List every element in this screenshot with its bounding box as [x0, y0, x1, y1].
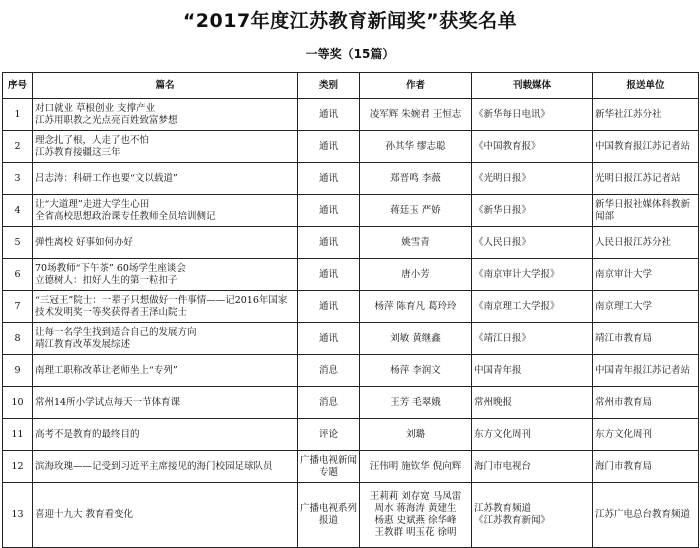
section-title: 一等奖（15篇）	[305, 47, 395, 61]
header-unit: 报送单位	[593, 73, 699, 99]
table-row	[3, 323, 699, 355]
cell-author: 姚雪青	[360, 227, 472, 259]
table-row	[3, 131, 699, 163]
cell-unit: 光明日报江苏记者站	[593, 163, 699, 195]
cell-unit: 海门市教育局	[593, 451, 699, 483]
cell-no: 4	[3, 195, 33, 227]
cell-title: 滨海玫瑰——记受到习近平主席接见的海门校园足球队员	[33, 451, 298, 483]
cell-no: 8	[3, 323, 33, 355]
cell-media: 《光明日报》	[472, 163, 593, 195]
table-row	[3, 99, 699, 131]
cell-unit: 南京理工大学	[593, 291, 699, 323]
cell-title: “三冠王”院士：一辈子只想做好一件事情——记2016年国家技术发明奖一等奖获得者王泽山院士	[33, 291, 298, 323]
cell-title: 70场教师“下午茶” 60场学生座谈会 立德树人：扣好人生的第一粒扣子	[33, 259, 298, 291]
cell-author: 蒋廷玉 严娇	[360, 195, 472, 227]
cell-author: 刘敏 黄继鑫	[360, 323, 472, 355]
cell-title: 对口就业 草根创业 支撑产业 江苏用职教之光点亮百姓致富梦想	[33, 99, 298, 131]
cell-media: 《南京审计大学报》	[472, 259, 593, 291]
cell-no: 3	[3, 163, 33, 195]
page-title: “2017年度江苏教育新闻奖”获奖名单	[182, 10, 518, 32]
cell-title: 理念扎了根，人走了也不怕 江苏教育接疆这三年	[33, 131, 298, 163]
cell-type: 通讯	[298, 99, 360, 131]
cell-unit: 江苏广电总台教育频道	[593, 483, 699, 548]
cell-no: 1	[3, 99, 33, 131]
cell-author: 王芳 毛翠娥	[360, 387, 472, 419]
cell-title: 吕志涛：科研工作也要“文以载道”	[33, 163, 298, 195]
cell-type: 通讯	[298, 291, 360, 323]
cell-type: 通讯	[298, 323, 360, 355]
cell-no: 5	[3, 227, 33, 259]
cell-title: 让每一名学生找到适合自己的发展方向 靖江教育改革发展综述	[33, 323, 298, 355]
cell-unit: 南京审计大学	[593, 259, 699, 291]
header-type: 类别	[298, 73, 360, 99]
cell-unit: 人民日报江苏分社	[593, 227, 699, 259]
cell-media: 《新华每日电讯》	[472, 99, 593, 131]
award-table	[2, 72, 699, 548]
cell-type: 消息	[298, 387, 360, 419]
cell-no: 2	[3, 131, 33, 163]
cell-media: 《靖江日报》	[472, 323, 593, 355]
cell-unit: 中国教育报江苏记者站	[593, 131, 699, 163]
cell-type: 通讯	[298, 131, 360, 163]
cell-media: 中国青年报	[472, 355, 593, 387]
header-title: 篇名	[33, 73, 298, 99]
cell-author: 凌军辉 朱婉君 王恒志	[360, 99, 472, 131]
cell-media: 《中国教育报》	[472, 131, 593, 163]
table-row	[3, 483, 699, 548]
cell-author: 郑晋鸣 李薇	[360, 163, 472, 195]
cell-no: 7	[3, 291, 33, 323]
cell-no: 10	[3, 387, 33, 419]
cell-no: 9	[3, 355, 33, 387]
table-row	[3, 227, 699, 259]
cell-media: 常州晚报	[472, 387, 593, 419]
cell-title: 弹性离校 好事如何办好	[33, 227, 298, 259]
cell-author: 汪伟明 施钦华 倪向辉	[360, 451, 472, 483]
cell-unit: 中国青年报江苏记者站	[593, 355, 699, 387]
cell-unit: 新华日报社媒体科教新闻部	[593, 195, 699, 227]
table-row	[3, 163, 699, 195]
cell-type: 评论	[298, 419, 360, 451]
cell-media: 《人民日报》	[472, 227, 593, 259]
cell-type: 消息	[298, 355, 360, 387]
cell-title: 常州14所小学试点每天一节体育课	[33, 387, 298, 419]
cell-type: 广播电视新闻专题	[298, 451, 360, 483]
cell-title: 喜迎十九大 教育看变化	[33, 483, 298, 548]
cell-author: 刘璐	[360, 419, 472, 451]
table-row	[3, 355, 699, 387]
header-row	[3, 73, 699, 99]
cell-media: 《新华日报》	[472, 195, 593, 227]
cell-unit: 新华社江苏分社	[593, 99, 699, 131]
header-media: 刊载媒体	[472, 73, 593, 99]
cell-media: 《南京理工大学报》	[472, 291, 593, 323]
cell-type: 通讯	[298, 195, 360, 227]
cell-author: 唐小芳	[360, 259, 472, 291]
cell-type: 通讯	[298, 163, 360, 195]
table-row	[3, 195, 699, 227]
cell-unit: 常州市教育局	[593, 387, 699, 419]
cell-no: 12	[3, 451, 33, 483]
cell-type: 广播电视系列报道	[298, 483, 360, 548]
cell-title: 让“大道理”走进大学生心田 全省高校思想政治课专任教师全员培训侧记	[33, 195, 298, 227]
cell-unit: 靖江市教育局	[593, 323, 699, 355]
cell-type: 通讯	[298, 259, 360, 291]
cell-author: 孙其华 缪志聪	[360, 131, 472, 163]
table-row	[3, 419, 699, 451]
cell-title: 高考不是教育的最终目的	[33, 419, 298, 451]
header-author: 作者	[360, 73, 472, 99]
cell-author: 王莉莉 刘存宽 马凤雷 周水 蒋海涛 黄建生 杨惠 史斌燕 徐华峰 王教群 明玉花 徐明	[360, 483, 472, 548]
cell-no: 11	[3, 419, 33, 451]
table-row	[3, 387, 699, 419]
cell-title: 南理工职称改革让老师坐上“专列”	[33, 355, 298, 387]
table-row	[3, 291, 699, 323]
cell-no: 6	[3, 259, 33, 291]
table-row	[3, 451, 699, 483]
cell-author: 杨萍 李润文	[360, 355, 472, 387]
cell-no: 13	[3, 483, 33, 548]
table-body	[3, 99, 699, 548]
table-row	[3, 259, 699, 291]
cell-media: 海门市电视台	[472, 451, 593, 483]
cell-type: 通讯	[298, 227, 360, 259]
cell-media: 江苏教育频道 《江苏教育新闻》	[472, 483, 593, 548]
cell-author: 杨萍 陈育凡 葛玲玲	[360, 291, 472, 323]
cell-unit: 东方文化周刊	[593, 419, 699, 451]
cell-media: 东方文化周刊	[472, 419, 593, 451]
header-no: 序号	[3, 73, 33, 99]
